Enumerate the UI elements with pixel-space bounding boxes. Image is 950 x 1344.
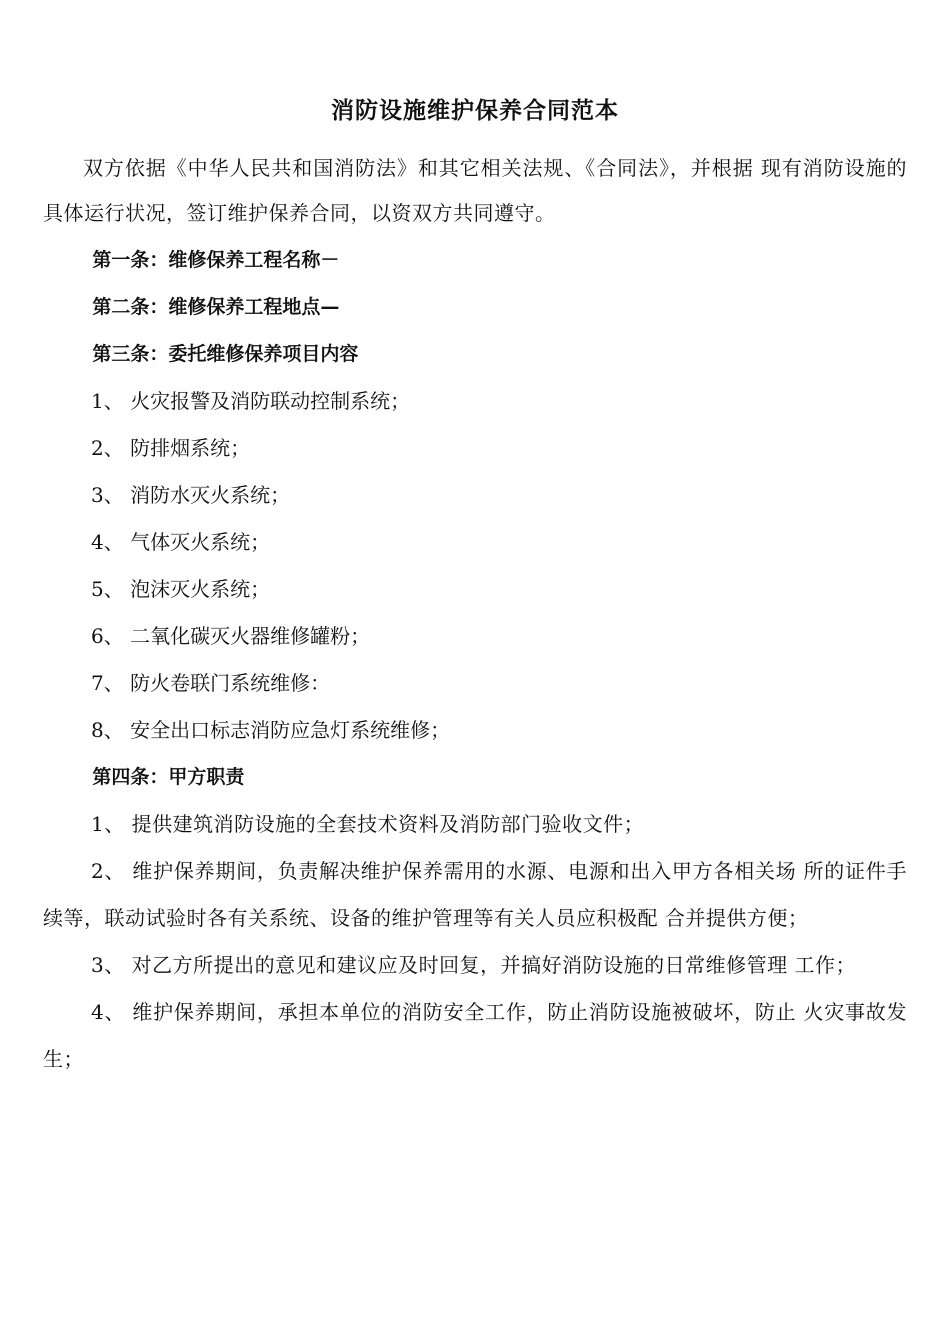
item-8: 8、 安全出口标志消防应急灯系统维修； (91, 718, 451, 742)
item-7: 7、 防火卷联门系统维修： (91, 671, 331, 695)
intro-paragraph: 双方依据《中华人民共和国消防法》和其它相关法规、《合同法》，并根据 现有消防设施的具体运行状况，签订维护保养合同，以资双方共同遵守。 (43, 156, 907, 225)
duty-1: 1、 提供建筑消防设施的全套技术资料及消防部门验收文件； (91, 812, 645, 836)
article-4-heading: 第四条：甲方职责 (92, 766, 245, 788)
article-1-heading: 第一条：维修保养工程名称－ (92, 249, 340, 271)
item-1: 1、 火灾报警及消防联动控制系统； (91, 389, 411, 413)
item-5: 5、 泡沫灭火系统； (91, 577, 271, 601)
document-title: 消防设施维护保养合同范本 (331, 98, 619, 124)
item-6: 6、 二氧化碳灭火器维修罐粉； (91, 624, 371, 648)
item-4: 4、 气体灭火系统； (91, 530, 271, 554)
article-3-heading: 第三条：委托维修保养项目内容 (92, 343, 359, 365)
duty-2: 2、 维护保养期间，负责解决维护保养需用的水源、电源和出入甲方各相关场 所的证件手续等，联动试验时各有关系统、设备的维护管理等有关人员应积极配 合并提供方便； (43, 859, 907, 930)
item-3: 3、 消防水灭火系统； (91, 483, 291, 507)
contract-page (43, 96, 907, 1083)
item-2: 2、 防排烟系统； (91, 436, 251, 460)
duty-3: 3、 对乙方所提出的意见和建议应及时回复，并搞好消防设施的日常维修管理 工作； (91, 953, 856, 977)
article-2-heading: 第二条：维修保养工程地点— (92, 296, 340, 318)
duty-4: 4、 维护保养期间，承担本单位的消防安全工作，防止消防设施被破坏，防止 火灾事故发生； (43, 1000, 907, 1071)
